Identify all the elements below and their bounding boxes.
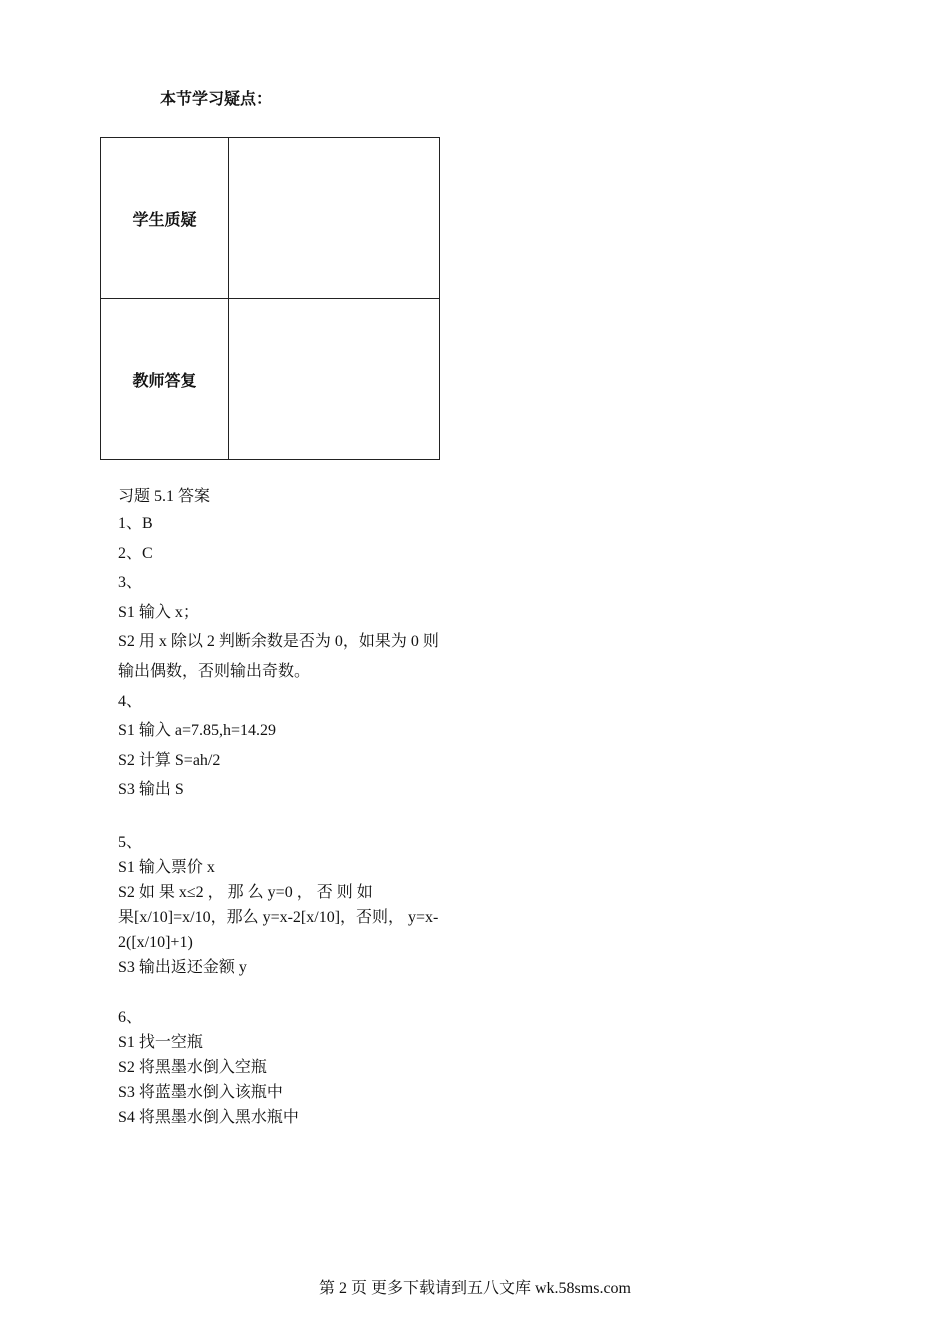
answer-line: S4 将黑墨水倒入黑水瓶中 xyxy=(118,1108,299,1126)
page-footer: 第 2 页 更多下载请到五八文库 wk.58sms.com xyxy=(318,1280,631,1297)
answer-line: 果[x/10]=x/10，那么 y=x-2[x/10]，否则， y=x- xyxy=(118,908,439,926)
answer-line: S3 将蓝墨水倒入该瓶中 xyxy=(118,1083,283,1101)
answer-line: 6、 xyxy=(118,1008,143,1026)
answer-line: S2 将黑墨水倒入空瓶 xyxy=(118,1058,267,1076)
answer-line: S1 输入 a=7.85,h=14.29 xyxy=(118,722,277,740)
answer-line: 2([x/10]+1) xyxy=(118,933,193,951)
blank-spacer xyxy=(118,980,461,1005)
teacher-reply-label: 教师答复 xyxy=(101,299,229,460)
blank-spacer xyxy=(118,805,461,830)
answer-line: S2 用 x 除以 2 判断余数是否为 0，如果为 0 则 xyxy=(118,633,439,651)
answer-line: S1 找一空瓶 xyxy=(118,1033,203,1051)
answer-line: 输出偶数，否则输出奇数。 xyxy=(118,662,311,680)
answer-line: S2 计算 S=ah/2 xyxy=(118,751,221,769)
teacher-reply-content xyxy=(229,299,440,460)
answer-line: S3 输出 S xyxy=(118,781,184,799)
answers-title: 习题 5.1 答案 xyxy=(118,488,211,505)
question-answer-table xyxy=(100,137,440,460)
answer-line: 5、 xyxy=(118,833,143,851)
answer-line: 2、C xyxy=(118,544,153,562)
answer-line: 4、 xyxy=(118,692,143,710)
table-row xyxy=(101,138,440,299)
answer-line: 1、B xyxy=(118,515,153,532)
answer-line: S1 输入 x； xyxy=(118,603,199,621)
table-row xyxy=(101,299,440,460)
answers-section xyxy=(118,484,461,1130)
answer-line: S3 输出返还金额 y xyxy=(118,958,247,976)
section-heading: 本节学习疑点： xyxy=(160,89,273,108)
answer-line: S1 输入票价 x xyxy=(118,858,215,876)
answer-line: 3、 xyxy=(118,574,143,592)
student-question-label: 学生质疑 xyxy=(101,138,229,299)
student-question-content xyxy=(229,138,440,299)
answer-line: S2 如 果 x≤2 ， 那 么 y=0 ， 否 则 如 xyxy=(118,883,373,901)
